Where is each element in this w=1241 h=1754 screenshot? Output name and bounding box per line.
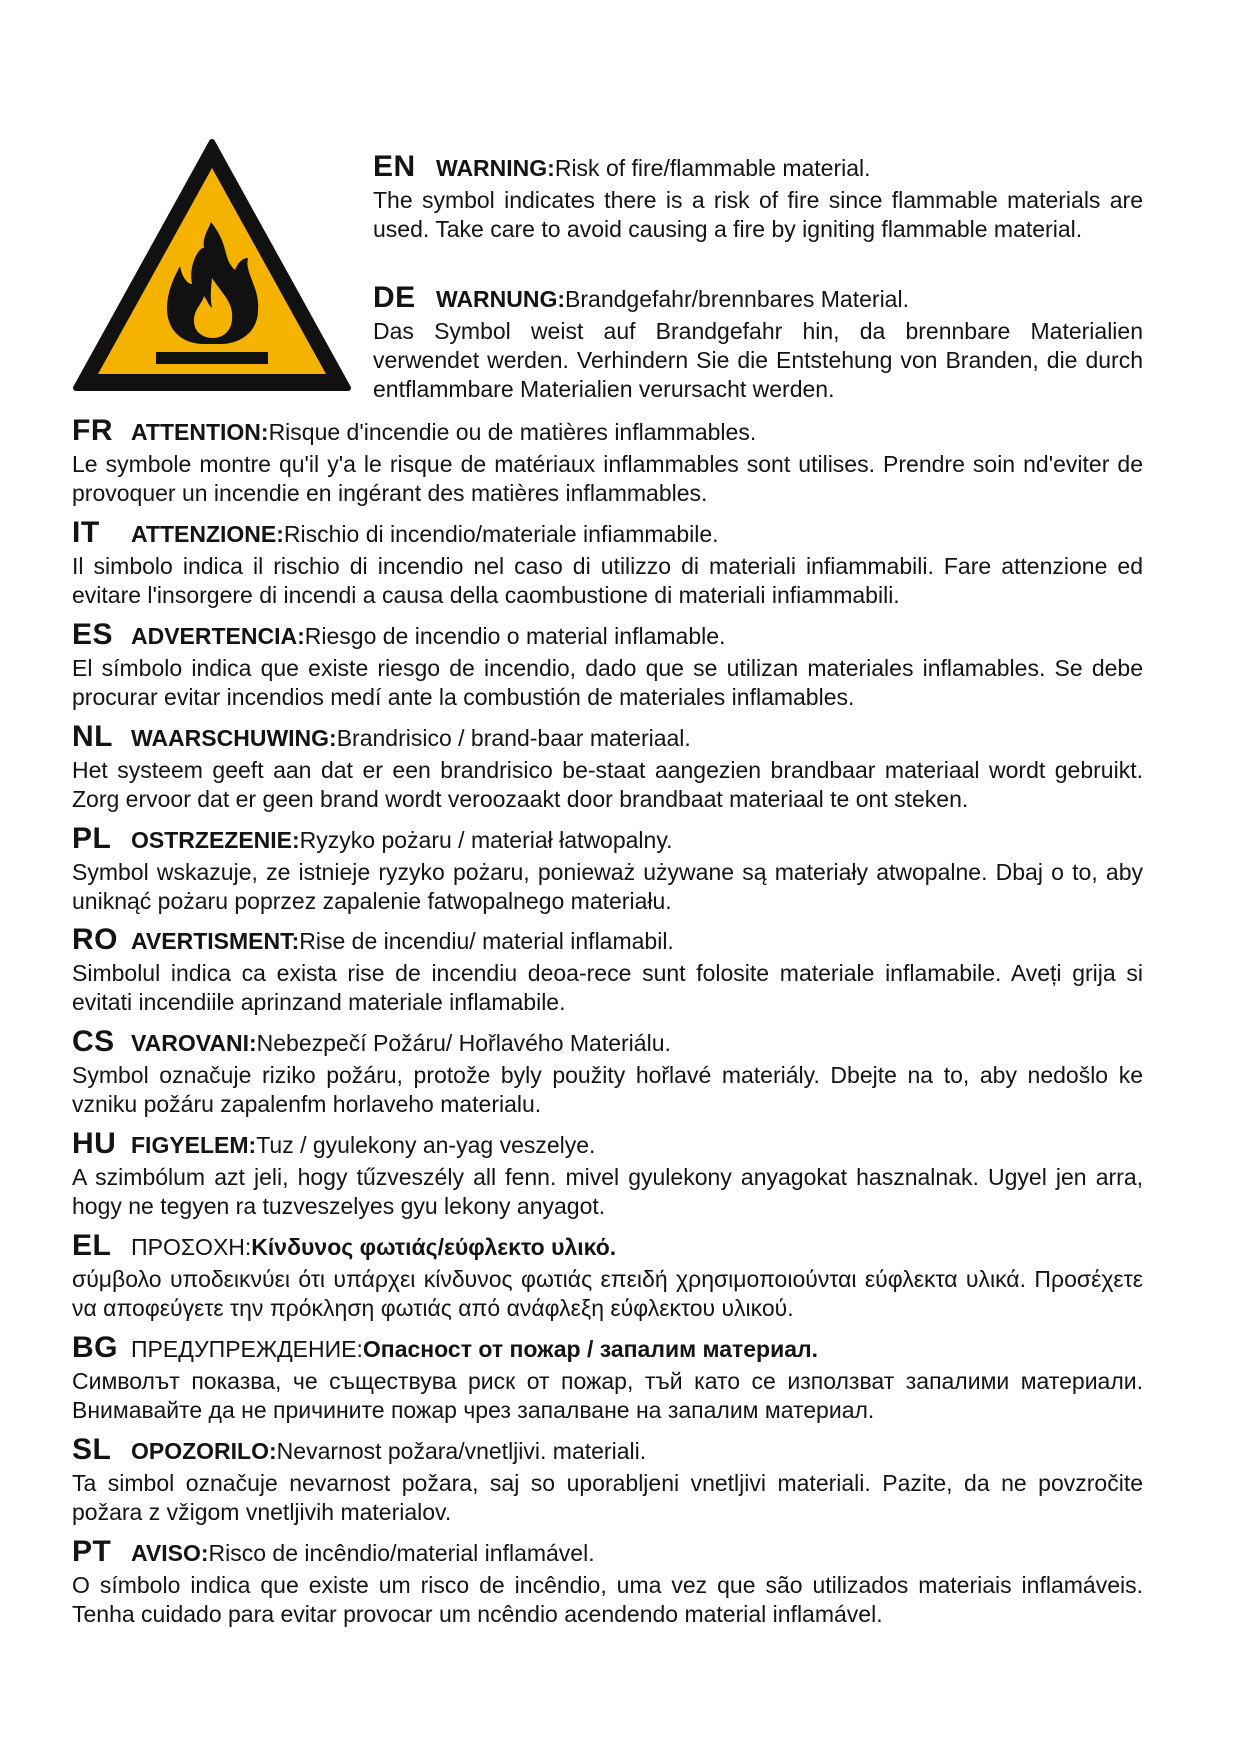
warning-label: WARNUNG: bbox=[436, 286, 566, 312]
entry-fr bbox=[72, 416, 1143, 508]
warning-headline: Rischio di incendio/materiale infiammabile. bbox=[283, 521, 719, 547]
warning-headline: Nevarnost požara/vnetljivi. materiali. bbox=[276, 1438, 647, 1464]
warning-body: A szimbólum azt jeli, hogy tűzveszély all fenn. mivel gyulekony anyagokat hasznalnak. Ugyel jen arra, hogy ne tegyen ra tuzveszelyes gyu lekony anyagot. bbox=[72, 1164, 1143, 1219]
warning-headline: Riesgo de incendio o material inflamable. bbox=[304, 623, 726, 649]
entry-pt bbox=[72, 1537, 1143, 1629]
warning-headline: Rise de incendiu/ material inflamabil. bbox=[299, 928, 674, 954]
warning-headline: Ryzyko pożaru / materiał łatwopalny. bbox=[299, 827, 673, 853]
warning-body: El símbolo indica que existe riesgo de incendio, dado que se utilizan materiales inflamables. Se debe procurar evitar incendios medí ante la combustión de materiales inflamables. bbox=[72, 655, 1143, 710]
warning-body: Ta simbol označuje nevarnost požara, saj so uporabljeni vnetljivi materiali. Pazite, da ne povzročite požara z vžigom vnetljivih materialov. bbox=[72, 1470, 1143, 1525]
warning-body: Symbol wskazuje, ze istnieje ryzyko pożaru, ponieważ używane są materiały atwopalne. Dbaj o to, aby uniknąć pożaru poprzez zapalenie fatwopalnego materiału. bbox=[72, 859, 1143, 914]
language-code: DE bbox=[373, 281, 416, 314]
warning-label: ПРЕДУПРЕЖДЕНИЕ: bbox=[131, 1336, 363, 1362]
entry-ro bbox=[72, 925, 1143, 1017]
entry-de bbox=[373, 283, 1143, 404]
warning-body: The symbol indicates there is a risk of fire since flammable materials are used. Take care to avoid causing a fire by igniting flammable material. bbox=[373, 187, 1143, 242]
warning-headline: Risk of fire/flammable material. bbox=[554, 155, 871, 181]
entry-es bbox=[72, 620, 1143, 712]
warning-body: Il simbolo indica il rischio di incendio nel caso di utilizzo di materiali infiammabili. Fare attenzione ed evitare l'insorgere di incendi a causa della caombustione di materiali infiammabili. bbox=[72, 553, 1143, 608]
entry-pl bbox=[72, 824, 1143, 916]
warning-headline: Nebezpečí Požáru/ Hořlavého Materiálu. bbox=[256, 1030, 671, 1056]
warning-body: σύμβολο υποδεικνύει ότι υπάρχει κίνδυνος φωτιάς επειδή χρησιμοποιούνται εύφλεκτα υλικά. Προσέχετε να αποφεύγετε την πρόκληση φωτιάς από ανάφλεξη εύφλεκτου υλικού. bbox=[72, 1266, 1143, 1321]
warning-label: OSTRZEZENIE: bbox=[131, 827, 300, 853]
warning-headline: Brandgefahr/brennbares Material. bbox=[565, 286, 909, 312]
warning-label: ATTENZIONE: bbox=[131, 521, 284, 547]
entry-hu bbox=[72, 1129, 1143, 1221]
warning-headline: Κίνδυνος φωτιάς/εύφλεκτο υλικό. bbox=[251, 1234, 617, 1260]
language-code: HU bbox=[72, 1127, 117, 1160]
language-code: ES bbox=[72, 618, 114, 651]
warning-headline: Brandrisico / brand-baar materiaal. bbox=[336, 725, 691, 751]
warning-headline: Tuz / gyulekony an-yag veszelye. bbox=[256, 1132, 596, 1158]
language-code: SL bbox=[72, 1433, 112, 1466]
warning-headline: Risque d'incendie ou de matières inflammables. bbox=[268, 419, 757, 445]
entry-en bbox=[373, 152, 1143, 244]
warning-label: FIGYELEM: bbox=[131, 1132, 257, 1158]
language-code: EN bbox=[373, 150, 416, 183]
warning-body: Das Symbol weist auf Brandgefahr hin, da brennbare Materialien verwendet werden. Verhindern Sie die Entstehung von Branden, die durch entflammbare Materialien verursacht werden. bbox=[373, 318, 1143, 402]
entry-it bbox=[72, 518, 1143, 610]
warning-label: WAARSCHUWING: bbox=[131, 725, 337, 751]
warning-body: Symbol označuje riziko požáru, protože byly použity hořlavé materiály. Dbejte na to, aby nedošlo ke vzniku požáru zapalenfm horlaveho materialu. bbox=[72, 1062, 1143, 1117]
warning-label: AVERTISMENT: bbox=[131, 928, 300, 954]
warning-body: Het systeem geeft aan dat er een brandrisico be-staat aangezien brandbaar materiaal wordt gebruikt. Zorg ervoor dat er geen brand wordt veroozaakt door brandbaat materiaal te ont steken. bbox=[72, 757, 1143, 812]
warning-headline: Risco de incêndio/material inflamável. bbox=[208, 1540, 595, 1566]
warning-label: ADVERTENCIA: bbox=[131, 623, 305, 649]
warning-body: Символът показва, че съществува риск от пожар, тъй като се използват запалими материали. Внимавайте да не причините пожар чрез запалване на запалим материал. bbox=[72, 1368, 1143, 1423]
entry-cs bbox=[72, 1027, 1143, 1119]
language-code: EL bbox=[72, 1229, 112, 1262]
warning-body: Simbolul indica ca exista rise de incendiu deoa-rece sunt folosite materiale inflamabile. Aveți grija si evitati incendiile aprinzand materiale inflamabile. bbox=[72, 960, 1143, 1015]
warning-label: ATTENTION: bbox=[131, 419, 269, 445]
language-code: FR bbox=[72, 414, 113, 447]
warning-label: OPOZORILO: bbox=[131, 1438, 277, 1464]
language-code: CS bbox=[72, 1025, 115, 1058]
warning-label: WARNING: bbox=[436, 155, 555, 181]
warning-body: Le symbole montre qu'il y'a le risque de matériaux inflammables sont utilises. Prendre soin nd'eviter de provoquer un incendie en ingérant des matières inflammables. bbox=[72, 451, 1143, 506]
language-code: NL bbox=[72, 720, 113, 753]
entry-nl bbox=[72, 722, 1143, 814]
entry-bg bbox=[72, 1333, 1143, 1425]
warning-label: VAROVANI: bbox=[131, 1030, 257, 1056]
warning-label: AVISO: bbox=[131, 1540, 209, 1566]
entry-sl bbox=[72, 1435, 1143, 1527]
language-code: RO bbox=[72, 923, 118, 956]
warning-headline: Опасност от пожар / запалим материал. bbox=[362, 1336, 819, 1362]
language-code: IT bbox=[72, 516, 100, 549]
language-code: BG bbox=[72, 1331, 118, 1364]
warning-body: O símbolo indica que existe um risco de incêndio, uma vez que são utilizados materiais inflamáveis. Tenha cuidado para evitar provocar um ncêndio acendendo material inflamável. bbox=[72, 1572, 1143, 1627]
warning-label: ΠΡΟΣΟΧΗ: bbox=[131, 1234, 252, 1260]
language-code: PL bbox=[72, 822, 112, 855]
language-code: PT bbox=[72, 1535, 112, 1568]
flammable-material-warning-icon bbox=[72, 138, 352, 394]
entry-el bbox=[72, 1231, 1143, 1323]
flammable-base-bar bbox=[156, 352, 268, 364]
